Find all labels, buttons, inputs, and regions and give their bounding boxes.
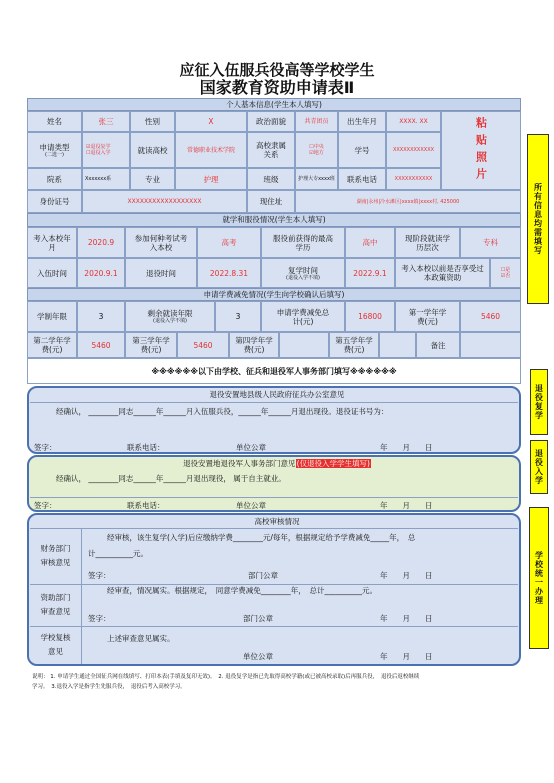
remain-label: 剩余就读年限 <box>147 309 193 318</box>
remark-value[interactable] <box>460 332 521 358</box>
recruit-stamp: 单位公章 <box>236 443 266 452</box>
dept-value: Xxxxxxx系 <box>82 168 130 190</box>
y2-label: 第二学年学费(元) <box>27 332 77 358</box>
remain-cell <box>125 301 215 332</box>
gender-value: X <box>175 111 247 132</box>
phone-label: 联系电话 <box>338 168 386 190</box>
recheck-text: 上述审查意见属实。 <box>107 634 175 643</box>
idcard-value: XXXXXXXXXXXXXXXXXX <box>82 190 247 213</box>
y3-label: 第三学年学费(元) <box>125 332 177 358</box>
y2-value: 5460 <box>77 332 125 358</box>
policy-label: 考入本校以前是否享受过本政策资助 <box>395 258 490 288</box>
school-review-title: 高校审核情况 <box>254 517 300 526</box>
major-label: 专业 <box>130 168 175 190</box>
recheck-stamp: 单位公章 <box>243 652 273 661</box>
exam-label: 参加何种考试考入本校 <box>125 227 197 258</box>
apply-type-options <box>82 132 130 168</box>
aid-date: 年 月 日 <box>380 614 433 623</box>
y1-label: 第一学年学费(元) <box>395 301 460 332</box>
enroll-label: 考入本校年月 <box>27 227 77 258</box>
recheck-date: 年 月 日 <box>380 652 433 661</box>
y5-value <box>379 332 416 358</box>
discharge-label: 退役时间 <box>125 258 197 288</box>
section-personal-header: 个人基本信息(学生本人填写) <box>27 98 521 111</box>
idcard-label: 身份证号 <box>27 190 82 213</box>
school-value: 常德职业技术学院 <box>175 132 247 168</box>
divider <box>30 626 518 627</box>
apply-type-sub: (二选一) <box>45 151 64 158</box>
y5-label: 第五学年学费(元) <box>329 332 379 358</box>
aff-option-local[interactable]: ☑地方 <box>309 150 324 156</box>
veterans-affairs-text: 经确认， ________同志______年______月退出现役， 属于自主就业。 <box>56 474 286 483</box>
aid-label: 资助部门审查意见 <box>30 584 82 626</box>
address-label: 现住址 <box>247 190 295 213</box>
finance-date: 年 月 日 <box>380 571 433 580</box>
veterans-affairs-title-row <box>0 459 554 469</box>
veterans-phone: 联系电话： <box>127 501 165 510</box>
resume-sub: (退役入学不填) <box>286 274 320 281</box>
remain-sub: (退役入学不填) <box>153 318 187 324</box>
recruit-office-title: 退役安置地县级人民政府征兵办公室意见 <box>209 390 345 399</box>
affiliation-label: 高校隶属关系 <box>247 132 295 168</box>
level-label: 现阶段就读学历层次 <box>395 227 460 258</box>
political-value: 共青团员 <box>295 111 338 132</box>
apply-option-resume[interactable]: ☑退役复学 <box>86 144 111 150</box>
side-label-enroll: 退役入学 <box>530 440 548 494</box>
resume-label: 复学时间 <box>288 265 318 275</box>
finance-sign: 签字： <box>88 571 111 580</box>
veterans-stamp: 单位公章 <box>236 501 266 510</box>
aid-sign: 签字： <box>88 614 111 623</box>
notes <box>32 672 532 692</box>
side-label-resume: 退役复学 <box>530 369 548 435</box>
finance-text-1: 经审核，该生复学(入学)后应缴纳学费________元/每年，根据规定给予学费减免_____年， 总 <box>107 533 416 542</box>
class-label: 班级 <box>247 168 295 190</box>
divider <box>30 528 518 529</box>
divider <box>30 497 518 498</box>
enlist-label: 入伍时间 <box>27 258 77 288</box>
recheck-label: 学校复核意见 <box>30 626 82 664</box>
divider-note: ※※※※※※以下由学校、征兵和退役军人事务部门填写※※※※※※ <box>27 358 521 384</box>
name-value: 张三 <box>82 111 130 132</box>
finance-text-2: 计__________元。 <box>88 549 148 558</box>
recruit-office-text: 经确认， ________同志______年______月入伍服兵役，______年______月退出现役。退役证书号为： <box>56 407 389 416</box>
name-label: 姓名 <box>27 111 82 132</box>
recruit-sign: 签字： <box>34 443 57 452</box>
address-value: 湖南|永州|冷水滩区|xxxx镇|xxxx村, 425000 <box>295 190 521 213</box>
veterans-sign: 签字： <box>34 501 57 510</box>
aid-text: 经审查，情况属实。根据规定， 同意学费减免________年， 总计__________元。 <box>107 586 377 595</box>
political-label: 政治面貌 <box>247 111 295 132</box>
y3-value: 5460 <box>177 332 229 358</box>
recruit-date: 年 月 日 <box>380 443 433 452</box>
major-value: 护理 <box>175 168 247 190</box>
y4-value <box>279 332 329 358</box>
section-fee-header: 申请学费减免情况(学生向学校确认后填写) <box>27 288 521 301</box>
enroll-value: 2020.9 <box>77 227 125 258</box>
policy-options <box>490 258 521 288</box>
student-id-value: XXXXXXXXXXXX <box>386 132 441 168</box>
discharge-value: 2022.8.31 <box>197 258 261 288</box>
photo-box: 粘贴照片 <box>441 111 521 190</box>
aff-option-central[interactable]: ☐中央 <box>309 144 324 150</box>
side-label-all-info: 所有信息均需填写 <box>527 134 549 304</box>
gender-label: 性别 <box>130 111 175 132</box>
finance-stamp: 部门公章 <box>248 571 278 580</box>
total-value: 16800 <box>345 301 395 332</box>
apply-option-enroll[interactable]: ☐退役入学 <box>86 150 111 156</box>
recruit-phone: 联系电话： <box>127 443 165 452</box>
finance-label: 财务部门审核意见 <box>30 528 82 584</box>
phone-value: XXXXXXXXXXX <box>386 168 441 190</box>
form-title-line1: 应征入伍服兵役高等学校学生 <box>179 61 375 79</box>
apply-type-label: 申请类型 <box>39 142 70 152</box>
policy-option-yes[interactable]: ☐是 <box>500 267 511 273</box>
years-value: 3 <box>77 301 125 332</box>
birth-value: XXXX. XX <box>386 111 441 132</box>
veterans-date: 年 月 日 <box>380 501 433 510</box>
divider <box>30 584 518 585</box>
exam-value: 高考 <box>197 227 261 258</box>
birth-label: 出生年月 <box>338 111 386 132</box>
enlist-value: 2020.9.1 <box>77 258 125 288</box>
resume-cell <box>261 258 345 288</box>
notes-line2: 学习。 3.退役入学是指学生先服兵役， 退役后考入高校学习。 <box>32 684 186 690</box>
side-label-school: 学校统一办理 <box>529 507 549 649</box>
level-value: 专科 <box>460 227 521 258</box>
affiliation-options <box>295 132 338 168</box>
highest-value: 高中 <box>345 227 395 258</box>
section-study-header: 就学和服役情况(学生本人填写) <box>27 213 521 227</box>
remain-value: 3 <box>215 301 261 332</box>
notes-line1: 1. 申请学生通过全国征兵网在线填写、打印本表(手填及复印无效)。 2. 退役复学是指已先取得高校学籍(或已被高校录取)后再服兵役， 退役后返校继续 <box>50 674 420 680</box>
remark-label: 备注 <box>416 332 460 358</box>
student-id-label: 学号 <box>338 132 386 168</box>
dept-label: 院系 <box>27 168 82 190</box>
y4-label: 第四学年学费(元) <box>229 332 279 358</box>
apply-type-cell <box>27 132 82 168</box>
school-label: 就读高校 <box>130 132 175 168</box>
class-value: 护理大专xxxx班 <box>295 168 338 190</box>
y1-value: 5460 <box>460 301 521 332</box>
policy-option-no[interactable]: ☑否 <box>500 273 511 279</box>
veterans-affairs-title-note: (仅退役入学学生填写) <box>296 459 370 468</box>
divider <box>30 402 518 403</box>
form-title-line2: 国家教育资助申请表Ⅱ <box>199 78 355 97</box>
years-label: 学制年限 <box>27 301 77 332</box>
total-label: 申请学费减免总计(元) <box>261 301 345 332</box>
resume-value: 2022.9.1 <box>345 258 395 288</box>
highest-label: 服役前获得的最高学历 <box>261 227 345 258</box>
notes-label: 说明： <box>32 674 49 680</box>
veterans-affairs-title: 退役安置地退役军人事务部门意见 <box>183 459 296 468</box>
aid-stamp: 部门公章 <box>243 614 273 623</box>
